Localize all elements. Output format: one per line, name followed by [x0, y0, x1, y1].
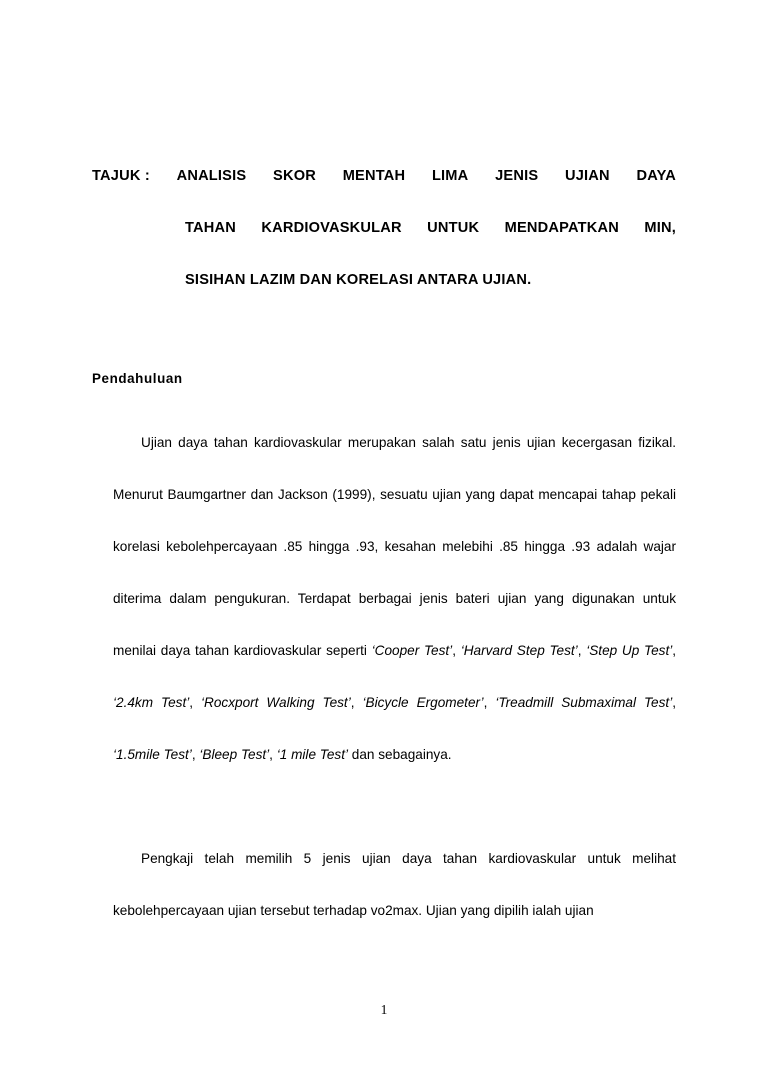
- title-word: KARDIOVASKULAR: [261, 220, 402, 236]
- title-word: MENTAH: [342, 168, 406, 184]
- test-name: ‘1.5mile Test’: [113, 747, 192, 762]
- title-word: UJIAN: [565, 168, 610, 184]
- test-name: ‘Bicycle Ergometer’: [362, 695, 484, 710]
- title-word: DAYA: [636, 168, 676, 184]
- title-word: LIMA: [431, 168, 469, 184]
- title-line-2: [185, 202, 676, 254]
- section-heading-pendahuluan: Pendahuluan: [92, 371, 183, 386]
- title-word: MENDAPATKAN: [504, 220, 619, 236]
- page-number: 1: [380, 1002, 388, 1017]
- title-line-1: [92, 150, 676, 202]
- test-name: ‘2.4km Test’: [113, 695, 190, 710]
- test-name: ‘Cooper Test’: [371, 643, 453, 658]
- test-name: ‘Bleep Test’: [199, 747, 270, 762]
- title-word: UNTUK: [427, 220, 480, 236]
- test-name: ‘Treadmill Submaximal Test’: [495, 695, 673, 710]
- title-word: TAHAN: [185, 220, 236, 236]
- paragraph-2: Pengkaji telah memilih 5 jenis ujian daya tahan kardiovaskular untuk melihat kebolehpercayaan ujian tersebut terhadap vo2max. Ujian yang dipilih ialah ujian: [113, 851, 676, 918]
- title-word: JENIS: [495, 168, 539, 184]
- title-label: TAJUK :: [92, 168, 150, 184]
- test-name: ‘1 mile Test’: [276, 747, 349, 762]
- paragraph-spacer: [113, 781, 676, 833]
- title-word: ANALISIS: [176, 168, 247, 184]
- paragraph-1: Ujian daya tahan kardiovaskular merupakan salah satu jenis ujian kecergasan fizikal. Menurut Baumgartner dan Jackson (1999), sesuatu ujian yang dapat mencapai tahap pekali korelasi kebolehpercayaan .85 hingga .93, kesahan melebihi .85 hingga .93 adalah wajar diterima dalam pengukuran. Terdapat berbagai jenis bateri ujian yang digunakan untuk menilai daya tahan kardiovaskular seperti ‘Cooper Test’, ‘Harvard Step Test’, ‘Step Up Test’, ‘2.4km Test’, ‘Rocxport Walking Test’, ‘Bicycle Ergometer’, ‘Treadmill Submaximal Test’, ‘1.5mile Test’, ‘Bleep Test’, ‘1 mile Test’ dan sebagainya.: [113, 435, 677, 762]
- test-name: ‘Harvard Step Test’: [460, 643, 578, 658]
- title-word: SKOR: [273, 168, 316, 184]
- document-title: [92, 150, 676, 306]
- document-body: [113, 417, 676, 937]
- paragraph-1-text: Ujian daya tahan kardiovaskular merupakan salah satu jenis ujian kecergasan fizikal. Menurut Baumgartner dan Jackson (1999), sesuatu ujian yang dapat mencapai tahap pekali korelasi kebolehpercayaan .85 hingga .93, kesahan melebihi .85 hingga .93 adalah wajar diterima dalam pengukuran. Terdapat berbagai jenis bateri ujian yang digunakan untuk menilai daya tahan kardiovaskular seperti: [113, 435, 676, 658]
- title-line-3: SISIHAN LAZIM DAN KORELASI ANTARA UJIAN.: [185, 272, 532, 288]
- paragraph-1-tail: dan sebagainya.: [348, 747, 452, 762]
- test-name: ‘Rocxport Walking Test’: [201, 695, 351, 710]
- title-word: MIN,: [644, 220, 676, 236]
- test-name: ‘Step Up Test’: [586, 643, 673, 658]
